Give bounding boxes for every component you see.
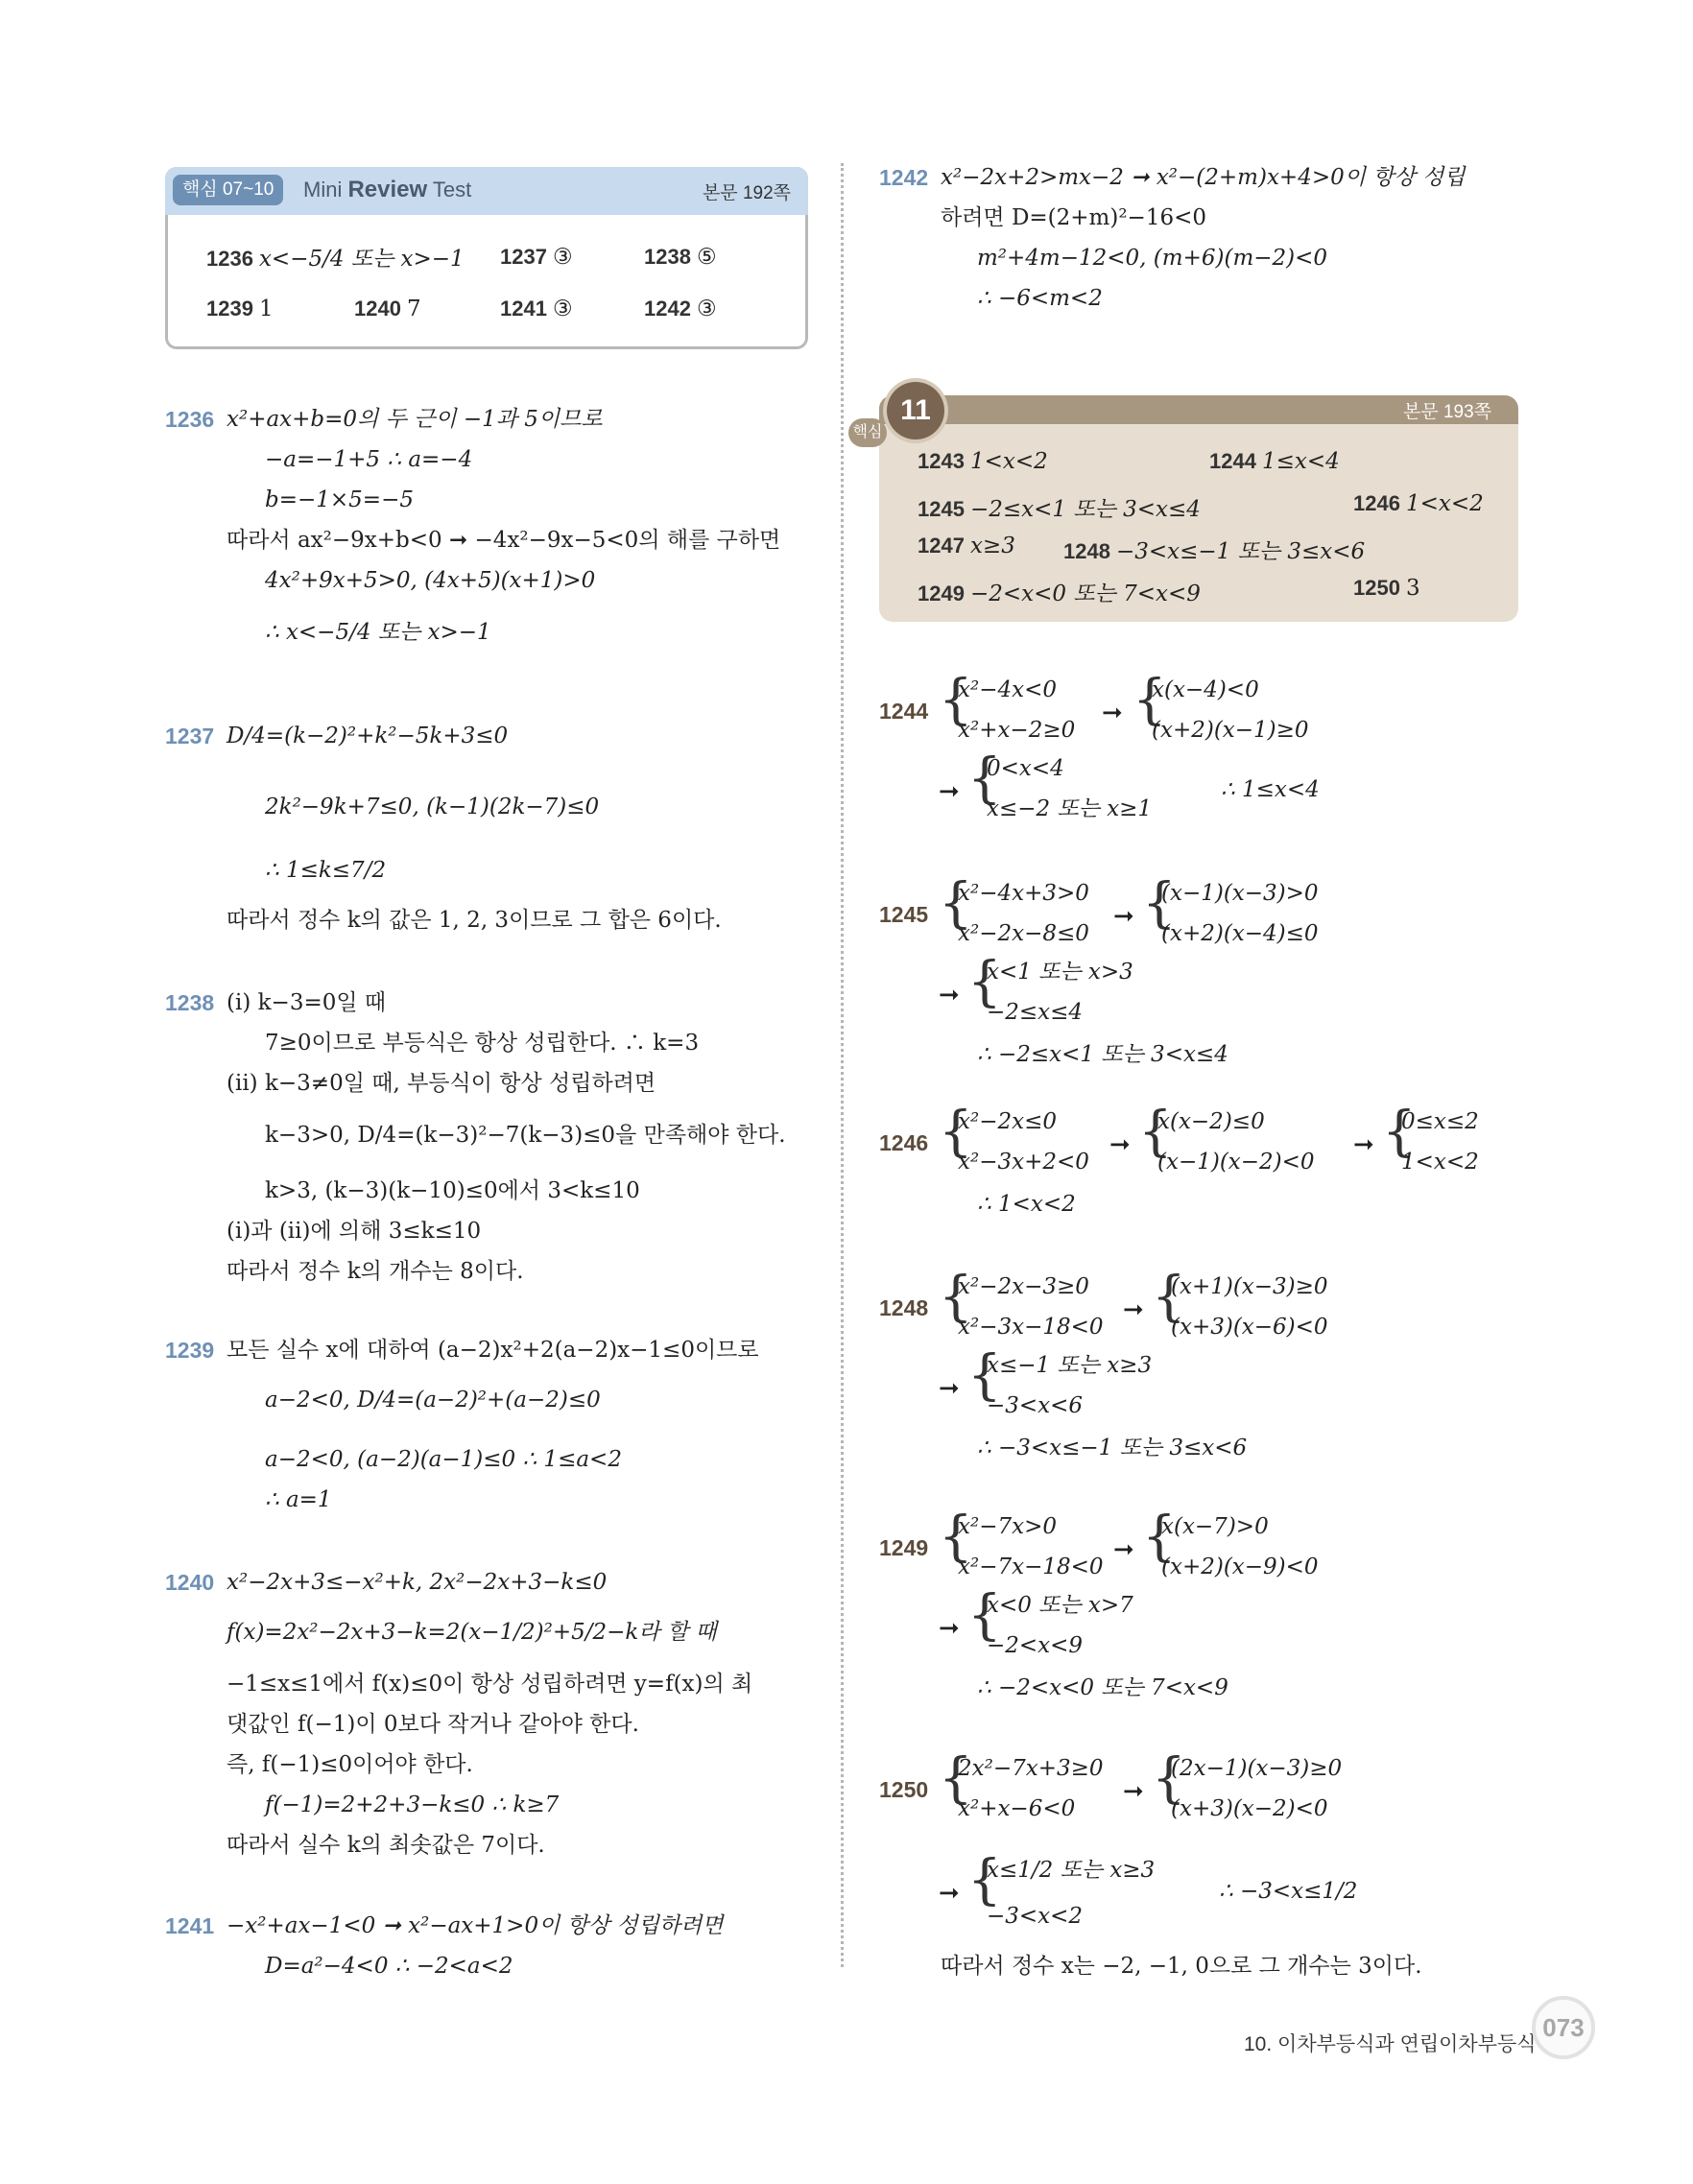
system-line: x<1 또는 x>3 (987, 960, 1133, 985)
solution-number-1241: 1241 (165, 1913, 215, 1938)
solution-1240-line: 즉, f(−1)≤0이어야 한다. (227, 1752, 473, 1777)
solution-1236-line: ∴ x<−5/4 또는 x>−1 (265, 620, 491, 645)
answer-1240: 1240 7 (354, 297, 421, 321)
left-brace: { (939, 1101, 973, 1163)
mini-review-page-ref: 본문 192쪽 (702, 183, 791, 203)
system-line: x²−7x>0 (958, 1514, 1057, 1539)
solution-1239-line: 모든 실수 x에 대하여 (a−2)x²+2(a−2)x−1≤0이므로 (227, 1338, 759, 1363)
solution-result: ∴ 1≤x<4 (1221, 777, 1320, 802)
solution-1236-line: b=−1×5=−5 (265, 487, 414, 512)
answer-1238: 1238 ⑤ (644, 245, 717, 270)
system-line: 1<x<2 (1401, 1150, 1479, 1175)
system-line: x²−4x+3>0 (958, 881, 1089, 906)
solution-1237-line: 2k²−9k+7≤0, (k−1)(2k−7)≤0 (265, 795, 600, 819)
left-brace: { (939, 1266, 973, 1328)
system-line: −2≤x≤4 (987, 1000, 1084, 1025)
system-line: x≤−2 또는 x≥1 (987, 796, 1153, 821)
implies-arrow: ➞ (939, 777, 960, 806)
system-line: (x+3)(x−6)<0 (1171, 1315, 1328, 1340)
left-brace: { (967, 951, 1002, 1013)
left-brace: { (967, 748, 1002, 810)
solution-1239-line: a−2<0, D/4=(a−2)²+(a−2)≤0 (265, 1388, 601, 1412)
chapter-footer: 10. 이차부등식과 연립이차부등식 (1244, 2033, 1537, 2055)
solution-1237-line: ∴ 1≤k≤7/2 (265, 858, 387, 883)
solution-number-1248: 1248 (879, 1295, 929, 1320)
system-line: x≤1/2 또는 x≥3 (987, 1858, 1156, 1883)
solution-number-1244: 1244 (879, 699, 929, 724)
system-line: 0<x<4 (987, 756, 1064, 781)
system-line: −3<x<2 (987, 1904, 1084, 1929)
solution-1242-line: x²−2x+2>mx−2 ➞ x²−(2+m)x+4>0이 항상 성립 (941, 165, 1466, 190)
system-line: x²−2x−3≥0 (958, 1274, 1089, 1299)
mini-review-header (165, 167, 808, 215)
system-line: x²+x−2≥0 (958, 718, 1076, 743)
left-brace: { (939, 872, 973, 935)
solution-1240-line: f(−1)=2+2+3−k≤0 ∴ k≥7 (265, 1792, 560, 1817)
solution-1242-line: m²+4m−12<0, (m+6)(m−2)<0 (977, 246, 1328, 271)
system-line: (x+2)(x−1)≥0 (1152, 718, 1309, 743)
system-line: x²−2x≤0 (958, 1109, 1057, 1134)
solution-1242-line: ∴ −6<m<2 (977, 286, 1103, 311)
system-line: (x+2)(x−4)≤0 (1161, 921, 1319, 946)
solution-result: ∴ 1<x<2 (977, 1192, 1076, 1217)
system-line: x²−4x<0 (958, 677, 1057, 702)
solution-number-1239: 1239 (165, 1338, 215, 1363)
solution-1240-line: 댓값인 f(−1)이 0보다 작거나 같아야 한다. (227, 1712, 639, 1737)
column-divider (841, 163, 844, 1967)
solution-1236-line: −a=−1+5 ∴ a=−4 (265, 447, 473, 472)
answer-1241: 1241 ③ (500, 297, 573, 321)
mini-review-box (165, 167, 808, 349)
system-line: x(x−4)<0 (1152, 677, 1259, 702)
system-line: 2x²−7x+3≥0 (958, 1756, 1104, 1781)
system-line: x≤−1 또는 x≥3 (987, 1353, 1153, 1378)
left-brace: { (967, 1344, 1002, 1407)
solution-1238-line: 따라서 정수 k의 개수는 8이다. (227, 1259, 524, 1284)
solution-1241-line: −x²+ax−1<0 ➞ x²−ax+1>0이 항상 성립하려면 (227, 1913, 724, 1938)
solution-number-1250: 1250 (879, 1777, 929, 1802)
system-line: x²+x−6<0 (958, 1796, 1076, 1821)
system-line: x(x−7)>0 (1161, 1514, 1269, 1539)
solution-1238-line: (i) k−3=0일 때 (227, 990, 387, 1015)
implies-arrow: ➞ (1353, 1130, 1374, 1159)
solution-1236-line: 따라서 ax²−9x+b<0 ➞ −4x²−9x−5<0의 해를 구하면 (227, 528, 781, 553)
solution-1237-line: 따라서 정수 k의 값은 1, 2, 3이므로 그 합은 6이다. (227, 908, 722, 933)
implies-arrow: ➞ (939, 1374, 960, 1403)
implies-arrow: ➞ (1123, 1777, 1144, 1806)
system-line: 0≤x≤2 (1401, 1109, 1479, 1134)
solution-result: ∴ −3<x≤−1 또는 3≤x<6 (977, 1436, 1248, 1460)
system-line: x<0 또는 x>7 (987, 1593, 1133, 1618)
solution-1238-line: 7≥0이므로 부등식은 항상 성립한다. ∴ k=3 (265, 1031, 700, 1056)
solution-1240-line: f(x)=2x²−2x+3−k=2(x−1/2)²+5/2−k라 할 때 (227, 1620, 717, 1645)
left-brace: { (967, 1849, 1002, 1911)
answer-1245: 1245 −2≤x<1 또는 3<x≤4 (918, 497, 1201, 522)
left-brace: { (939, 1506, 973, 1568)
system-line: x²−7x−18<0 (958, 1555, 1104, 1579)
solution-number-1237: 1237 (165, 724, 215, 748)
solution-number-1245: 1245 (879, 902, 929, 927)
system-line: (2x−1)(x−3)≥0 (1171, 1756, 1343, 1781)
implies-arrow: ➞ (1123, 1295, 1144, 1324)
solution-1239-line: ∴ a=1 (265, 1487, 332, 1512)
solution-1238-line: (ii) k−3≠0일 때, 부등식이 항상 성립하려면 (227, 1071, 656, 1096)
solution-1236-line: 4x²+9x+5>0, (4x+5)(x+1)>0 (265, 568, 596, 593)
solution-1239-line: a−2<0, (a−2)(a−1)≤0 ∴ 1≤a<2 (265, 1447, 622, 1472)
left-brace: { (1142, 872, 1177, 935)
answer-1246: 1246 1<x<2 (1353, 491, 1484, 516)
answer-1249: 1249 −2<x<0 또는 7<x<9 (918, 582, 1201, 606)
system-line: x²−3x−18<0 (958, 1315, 1104, 1340)
system-line: −3<x<6 (987, 1393, 1084, 1418)
implies-arrow: ➞ (939, 1879, 960, 1908)
system-line: (x+3)(x−2)<0 (1171, 1796, 1328, 1821)
system-line: (x−1)(x−3)>0 (1161, 881, 1319, 906)
system-line: x²−2x−8≤0 (958, 921, 1089, 946)
solution-1238-line: (i)과 (ii)에 의해 3≤k≤10 (227, 1219, 482, 1244)
answer-1242: 1242 ③ (644, 297, 717, 321)
solution-1238-line: k−3>0, D/4=(k−3)²−7(k−3)≤0을 만족해야 한다. (265, 1123, 786, 1148)
left-brace: { (967, 1584, 1002, 1647)
implies-arrow: ➞ (939, 981, 960, 1009)
solution-number-1236: 1236 (165, 407, 215, 432)
answer-1239: 1239 1 (206, 297, 274, 321)
implies-arrow: ➞ (1109, 1130, 1131, 1159)
system-line: (x+1)(x−3)≥0 (1171, 1274, 1328, 1299)
answer-1236: 1236 x<−5/4 또는 x>−1 (206, 247, 465, 272)
left-brace: { (1133, 669, 1167, 731)
core-number-badge: 11 (887, 382, 944, 439)
system-line: x(x−2)≤0 (1157, 1109, 1265, 1134)
solution-number-1238: 1238 (165, 990, 215, 1015)
mini-review-tag: 핵심 07~10 (173, 175, 283, 205)
solution-1237-line: D/4=(k−2)²+k²−5k+3≤0 (227, 724, 509, 748)
implies-arrow: ➞ (1113, 902, 1134, 931)
mini-review-title: Mini Review Test (303, 177, 472, 202)
solution-number-1240: 1240 (165, 1570, 215, 1595)
solution-1236-line: x²+ax+b=0의 두 근이 −1과 5이므로 (227, 407, 603, 432)
solution-1241-line: D=a²−4<0 ∴ −2<a<2 (265, 1954, 513, 1979)
system-line: x²−3x+2<0 (958, 1150, 1089, 1175)
solution-1240-line: x²−2x+3≤−x²+k, 2x²−2x+3−k≤0 (227, 1570, 608, 1595)
implies-arrow: ➞ (1102, 699, 1123, 727)
answer-1248: 1248 −3<x≤−1 또는 3≤x<6 (1063, 539, 1366, 564)
core-label: 핵심 (848, 418, 887, 447)
implies-arrow: ➞ (1113, 1535, 1134, 1564)
solution-1238-line: k>3, (k−3)(k−10)≤0에서 3<k≤10 (265, 1178, 640, 1203)
solution-1240-line: 따라서 실수 k의 최솟값은 7이다. (227, 1833, 545, 1858)
core-page-ref: 본문 193쪽 (1403, 402, 1492, 422)
left-brace: { (1138, 1101, 1173, 1163)
answer-1243: 1243 1<x<2 (918, 449, 1048, 474)
left-brace: { (1152, 1266, 1186, 1328)
solution-number-1242: 1242 (879, 165, 929, 190)
system-line: (x−1)(x−2)<0 (1157, 1150, 1315, 1175)
left-brace: { (1382, 1101, 1417, 1163)
answer-1250: 1250 3 (1353, 576, 1420, 601)
answer-1247: 1247 x≥3 (918, 534, 1015, 558)
solution-1250-conclusion: 따라서 정수 x는 −2, −1, 0으로 그 개수는 3이다. (941, 1954, 1422, 1979)
solution-number-1246: 1246 (879, 1130, 929, 1155)
page-number: 073 (1532, 1996, 1595, 2059)
left-brace: { (939, 1747, 973, 1810)
system-line: −2<x<9 (987, 1633, 1084, 1658)
solution-1242-line: 하려면 D=(2+m)²−16<0 (941, 205, 1207, 230)
left-brace: { (1142, 1506, 1177, 1568)
left-brace: { (1152, 1747, 1186, 1810)
solution-1240-line: −1≤x≤1에서 f(x)≤0이 항상 성립하려면 y=f(x)의 최 (227, 1672, 753, 1697)
system-line: (x+2)(x−9)<0 (1161, 1555, 1319, 1579)
answer-1237: 1237 ③ (500, 245, 573, 270)
left-brace: { (939, 669, 973, 731)
implies-arrow: ➞ (939, 1614, 960, 1643)
solution-number-1249: 1249 (879, 1535, 929, 1560)
solution-result: ∴ −2<x<0 또는 7<x<9 (977, 1675, 1228, 1700)
solution-result: ∴ −2≤x<1 또는 3<x≤4 (977, 1042, 1228, 1067)
answer-1244: 1244 1≤x<4 (1209, 449, 1340, 474)
solution-result: ∴ −3<x≤1/2 (1219, 1879, 1358, 1904)
